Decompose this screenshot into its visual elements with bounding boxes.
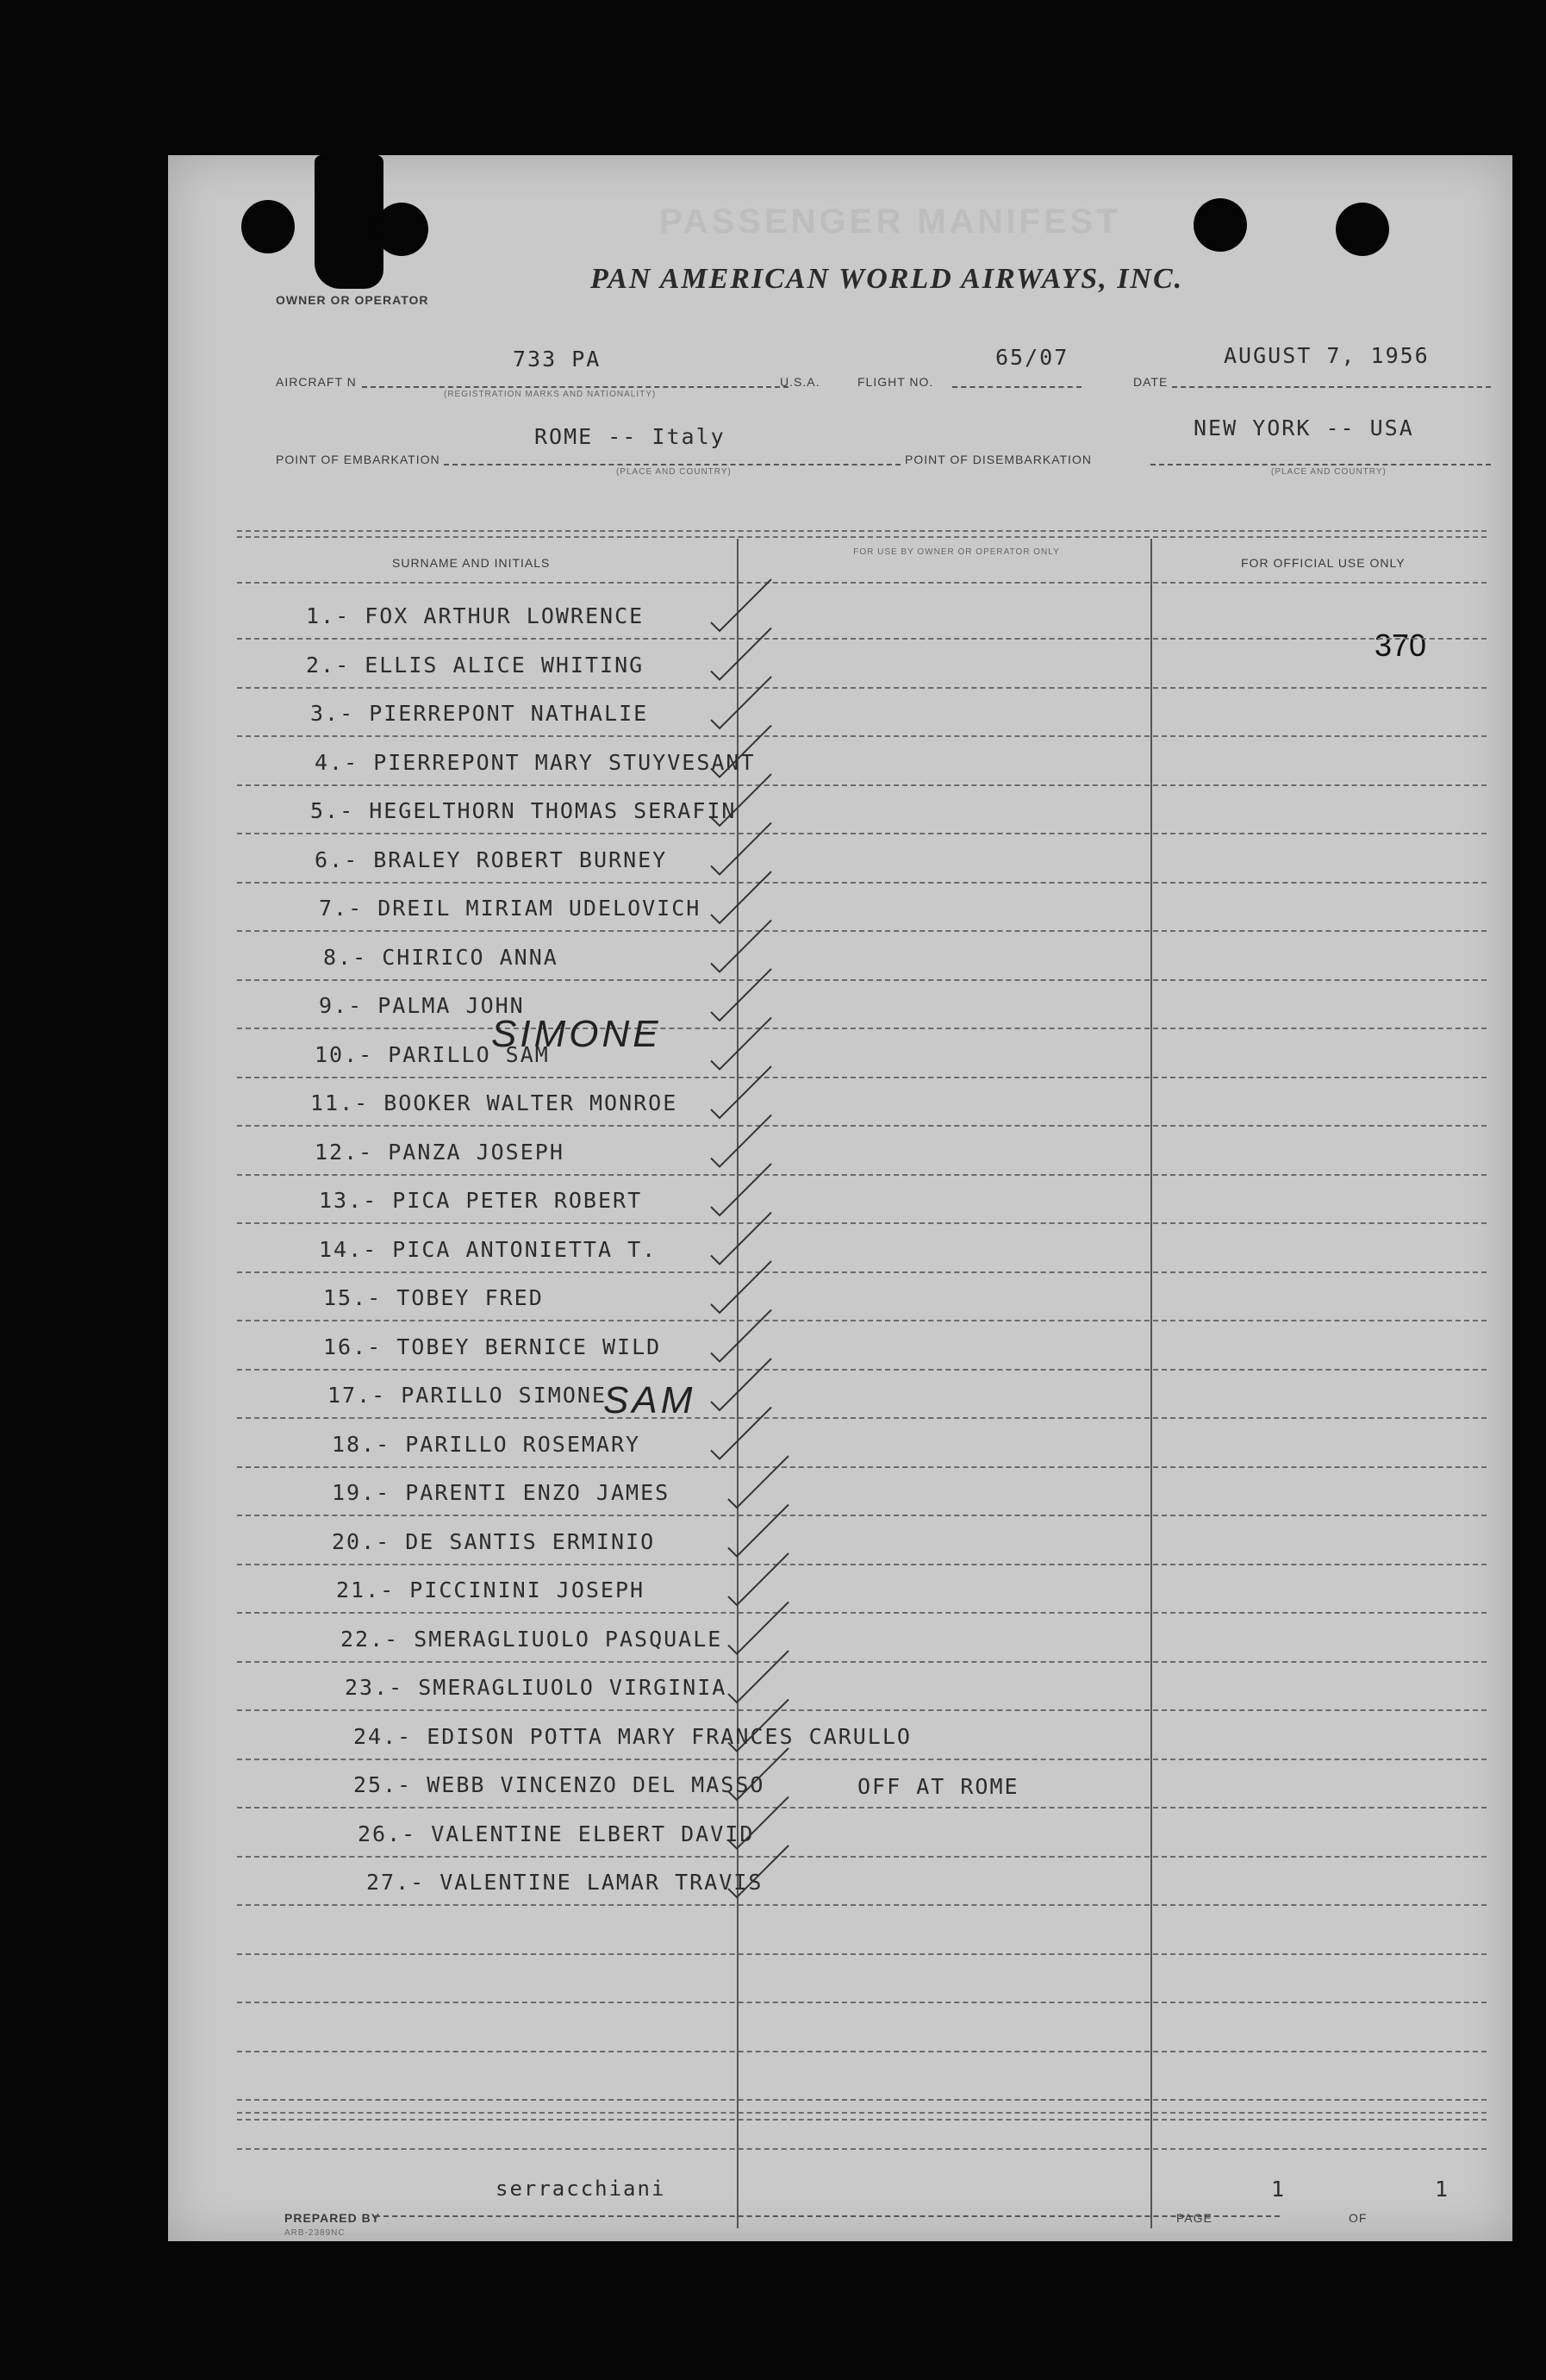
passenger-row: 12.- PANZA JOSEPH — [315, 1139, 564, 1165]
handwritten-correction: SAM — [603, 1379, 696, 1421]
passenger-row: 24.- EDISON POTTA MARY FRANCES CARULLO — [353, 1723, 912, 1749]
check-mark — [711, 1261, 771, 1313]
check-mark — [728, 1456, 789, 1508]
embarkation-caption: (PLACE AND COUNTRY) — [616, 467, 732, 477]
official-count: 370 — [1375, 628, 1427, 663]
check-mark — [711, 1066, 771, 1118]
passenger-row: 8.- CHIRICO ANNA — [323, 944, 558, 970]
check-mark — [728, 1748, 789, 1800]
col-header-owner-use: FOR USE BY OWNER OR OPERATOR ONLY — [853, 547, 1060, 557]
check-mark — [728, 1553, 789, 1605]
date-value: AUGUST 7, 1956 — [1224, 343, 1430, 368]
passenger-row: 26.- VALENTINE ELBERT DAVID — [358, 1821, 755, 1846]
aircraft-label: AIRCRAFT N — [276, 375, 357, 389]
disembarkation-caption: (PLACE AND COUNTRY) — [1271, 467, 1387, 477]
usa-label: U.S.A. — [780, 375, 820, 389]
passenger-row: 7.- DREIL MIRIAM UDELOVICH — [319, 896, 701, 921]
check-mark — [711, 1359, 771, 1410]
passenger-row: 11.- BOOKER WALTER MONROE — [310, 1090, 678, 1115]
page-number: 1 — [1271, 2177, 1287, 2202]
registration-caption: (REGISTRATION MARKS AND NATIONALITY) — [444, 390, 657, 399]
check-marks — [168, 155, 1512, 2241]
flight-label: FLIGHT NO. — [857, 375, 934, 389]
date-label: DATE — [1133, 375, 1169, 389]
passenger-row: 1.- FOX ARTHUR LOWRENCE — [306, 603, 645, 628]
disembarkation-label: POINT OF DISEMBARKATION — [905, 453, 1092, 466]
check-mark — [711, 677, 771, 728]
passenger-row: 16.- TOBEY BERNICE WILD — [323, 1334, 662, 1359]
check-mark — [728, 1797, 789, 1849]
passenger-row: 5.- HEGELTHORN THOMAS SERAFIN — [310, 798, 737, 823]
col-header-surname: SURNAME AND INITIALS — [392, 556, 551, 570]
passenger-row: 18.- PARILLO ROSEMARY — [332, 1431, 641, 1457]
passenger-row: 17.- PARILLO SIMONE — [327, 1383, 607, 1408]
check-mark — [711, 921, 771, 972]
row25-note: OFF AT ROME — [857, 1774, 1019, 1799]
passenger-row: 14.- PICA ANTONIETTA T. — [319, 1236, 658, 1262]
page-label: PAGE — [1176, 2211, 1212, 2225]
passenger-row: 6.- BRALEY ROBERT BURNEY — [315, 846, 668, 872]
check-mark — [711, 726, 771, 778]
check-mark — [711, 1115, 771, 1167]
check-mark — [711, 1408, 771, 1459]
embarkation-label: POINT OF EMBARKATION — [276, 453, 440, 466]
passenger-row: 23.- SMERAGLIUOLO VIRGINIA — [345, 1675, 727, 1700]
passenger-row: 15.- TOBEY FRED — [323, 1285, 544, 1310]
passenger-row: 25.- WEBB VINCENZO DEL MASSO — [353, 1772, 765, 1797]
check-mark — [711, 823, 771, 875]
check-mark — [728, 1700, 789, 1752]
passenger-row: 3.- PIERREPONT NATHALIE — [310, 701, 649, 726]
manifest-sheet — [168, 155, 1512, 2241]
passenger-row: 10.- PARILLO SAM — [315, 1041, 550, 1067]
passenger-row: 21.- PICCININI JOSEPH — [336, 1577, 645, 1602]
col-header-official: FOR OFFICIAL USE ONLY — [1241, 556, 1406, 570]
owner-label: OWNER OR OPERATOR — [276, 293, 429, 307]
check-mark — [728, 1602, 789, 1654]
aircraft-value: 733 PA — [513, 347, 602, 372]
check-mark — [728, 1846, 789, 1897]
operator-name: PAN AMERICAN WORLD AIRWAYS, INC. — [590, 263, 1184, 295]
check-mark — [711, 969, 771, 1021]
prepared-by: serracchiani — [496, 2177, 666, 2201]
embarkation-value: ROME -- Italy — [534, 424, 726, 449]
passenger-row: 9.- PALMA JOHN — [319, 993, 525, 1018]
check-mark — [711, 774, 771, 826]
passenger-row: 13.- PICA PETER ROBERT — [319, 1188, 643, 1213]
passenger-row: 4.- PIERREPONT MARY STUYVESANT — [315, 749, 756, 775]
check-mark — [711, 1213, 771, 1265]
manifest-title: PASSENGER MANIFEST — [659, 203, 1121, 240]
check-mark — [711, 1018, 771, 1070]
check-mark — [728, 1505, 789, 1557]
passenger-row: 2.- ELLIS ALICE WHITING — [306, 652, 645, 678]
check-mark — [711, 1164, 771, 1215]
prepared-label: PREPARED BY — [284, 2211, 381, 2225]
handwritten-correction: SIMONE — [491, 1013, 662, 1055]
check-mark — [711, 579, 771, 631]
check-mark — [711, 871, 771, 923]
check-mark — [711, 1310, 771, 1362]
passenger-row: 20.- DE SANTIS ERMINIO — [332, 1528, 656, 1554]
flight-value: 65/07 — [995, 345, 1069, 370]
form-code: ARB-2389NC — [284, 2228, 346, 2238]
of-label: OF — [1349, 2211, 1368, 2225]
page-total: 1 — [1435, 2177, 1450, 2202]
check-mark — [728, 1651, 789, 1702]
passenger-row: 19.- PARENTI ENZO JAMES — [332, 1480, 670, 1505]
passenger-row: 27.- VALENTINE LAMAR TRAVIS — [366, 1870, 764, 1895]
passenger-row: 22.- SMERAGLIUOLO PASQUALE — [340, 1626, 723, 1652]
disembarkation-value: NEW YORK -- USA — [1194, 415, 1414, 440]
check-mark — [711, 628, 771, 680]
